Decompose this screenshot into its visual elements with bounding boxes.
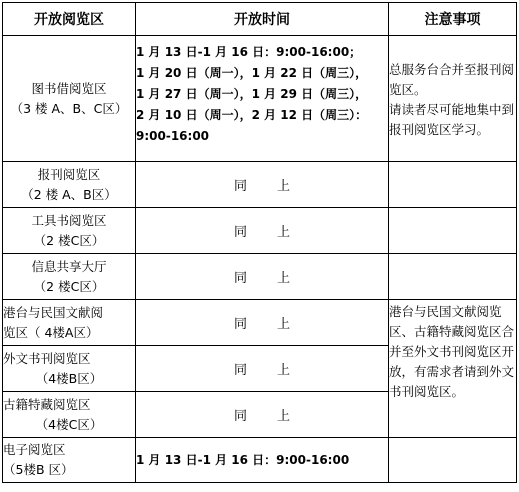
time-cell: [136, 300, 389, 346]
header-time: 开放时间: [136, 3, 389, 36]
area-cell: [3, 392, 136, 438]
note-cell-empty: [389, 162, 517, 208]
same-text-b: 上: [277, 363, 291, 378]
time-line: 2 月 10 日（周一），2 月 12 日（周三）：: [136, 108, 368, 122]
merged-note-text: 港台与民国文献阅览区、古籍特藏阅览区合并至外文书刊阅览区开放，有需求者请到外文书刊阅览区。: [389, 304, 515, 399]
same-text-a: 同: [233, 271, 247, 286]
same-text-a: 同: [233, 225, 247, 240]
table-row: [3, 438, 517, 483]
time-cell: [136, 254, 389, 300]
area-name: 报刊阅览区: [37, 166, 101, 182]
same-text-a: 同: [233, 409, 247, 424]
time-cell: [136, 346, 389, 392]
merged-note-cell: [389, 300, 517, 438]
same-text-b: 上: [277, 225, 291, 240]
area-cell: [3, 254, 136, 300]
area-name: 图书借阅览区: [31, 80, 107, 96]
same-text-b: 上: [277, 271, 291, 286]
time-line: 9:00-16:00: [136, 129, 210, 143]
area-location: （4楼B区）: [35, 370, 103, 386]
time-cell: [136, 36, 389, 162]
note-cell-empty: [389, 438, 517, 483]
area-location: （3 楼 A、B、C区）: [10, 100, 128, 116]
same-text-b: 上: [277, 409, 291, 424]
area-name: 电子阅览区: [3, 442, 66, 457]
area-location: （4楼C区）: [35, 416, 103, 432]
table-row: [3, 36, 517, 162]
time-line: 1 月 13 日-1 月 16 日：9:00-16:00；: [136, 45, 362, 59]
note-cell-empty: [389, 254, 517, 300]
time-line: 1 月 20 日（周一），1 月 22 日（周三），: [136, 66, 368, 80]
header-notes: 注意事项: [389, 3, 517, 36]
area-location: （2 楼 A、B区）: [21, 186, 117, 202]
same-text-b: 上: [277, 179, 291, 194]
area-name: 古籍特藏阅览区: [3, 396, 91, 412]
time-cell: [136, 392, 389, 438]
area-name: 信息共享大厅: [31, 258, 107, 274]
time-line: 1 月 27 日（周一），1 月 29 日（周三），: [136, 87, 368, 101]
area-cell: [3, 438, 136, 483]
area-name: 港台与民国文献阅: [3, 304, 104, 320]
same-text-a: 同: [233, 179, 247, 194]
time-cell: [136, 208, 389, 254]
area-cell: [3, 36, 136, 162]
area-name: 外文书刊阅览区: [3, 350, 91, 366]
table-row: [3, 300, 517, 346]
area-location: （5楼B 区）: [3, 462, 74, 477]
table-row: [3, 254, 517, 300]
area-cell: [3, 300, 136, 346]
schedule-table: [2, 2, 517, 483]
same-text-a: 同: [233, 317, 247, 332]
note-text: 总服务台合并至报刊阅览区。 请读者尽可能地集中到报刊阅览区学习。: [389, 61, 515, 137]
header-row: [3, 3, 517, 36]
same-text-b: 上: [277, 317, 291, 332]
area-location: （2 楼C区）: [33, 278, 105, 294]
same-text-a: 同: [233, 363, 247, 378]
area-cell: [3, 346, 136, 392]
area-location: 览区（ 4楼A区）: [3, 324, 99, 340]
time-cell: 1 月 13 日-1 月 16 日：9:00-16:00: [136, 438, 389, 483]
area-location: （2 楼C区）: [33, 232, 105, 248]
header-area: 开放阅览区: [3, 3, 136, 36]
table-row: [3, 162, 517, 208]
note-cell-empty: [389, 208, 517, 254]
time-cell: [136, 162, 389, 208]
area-cell: [3, 208, 136, 254]
table-row: [3, 208, 517, 254]
note-cell: [389, 36, 517, 162]
area-cell: [3, 162, 136, 208]
area-name: 工具书阅览区: [31, 212, 107, 228]
